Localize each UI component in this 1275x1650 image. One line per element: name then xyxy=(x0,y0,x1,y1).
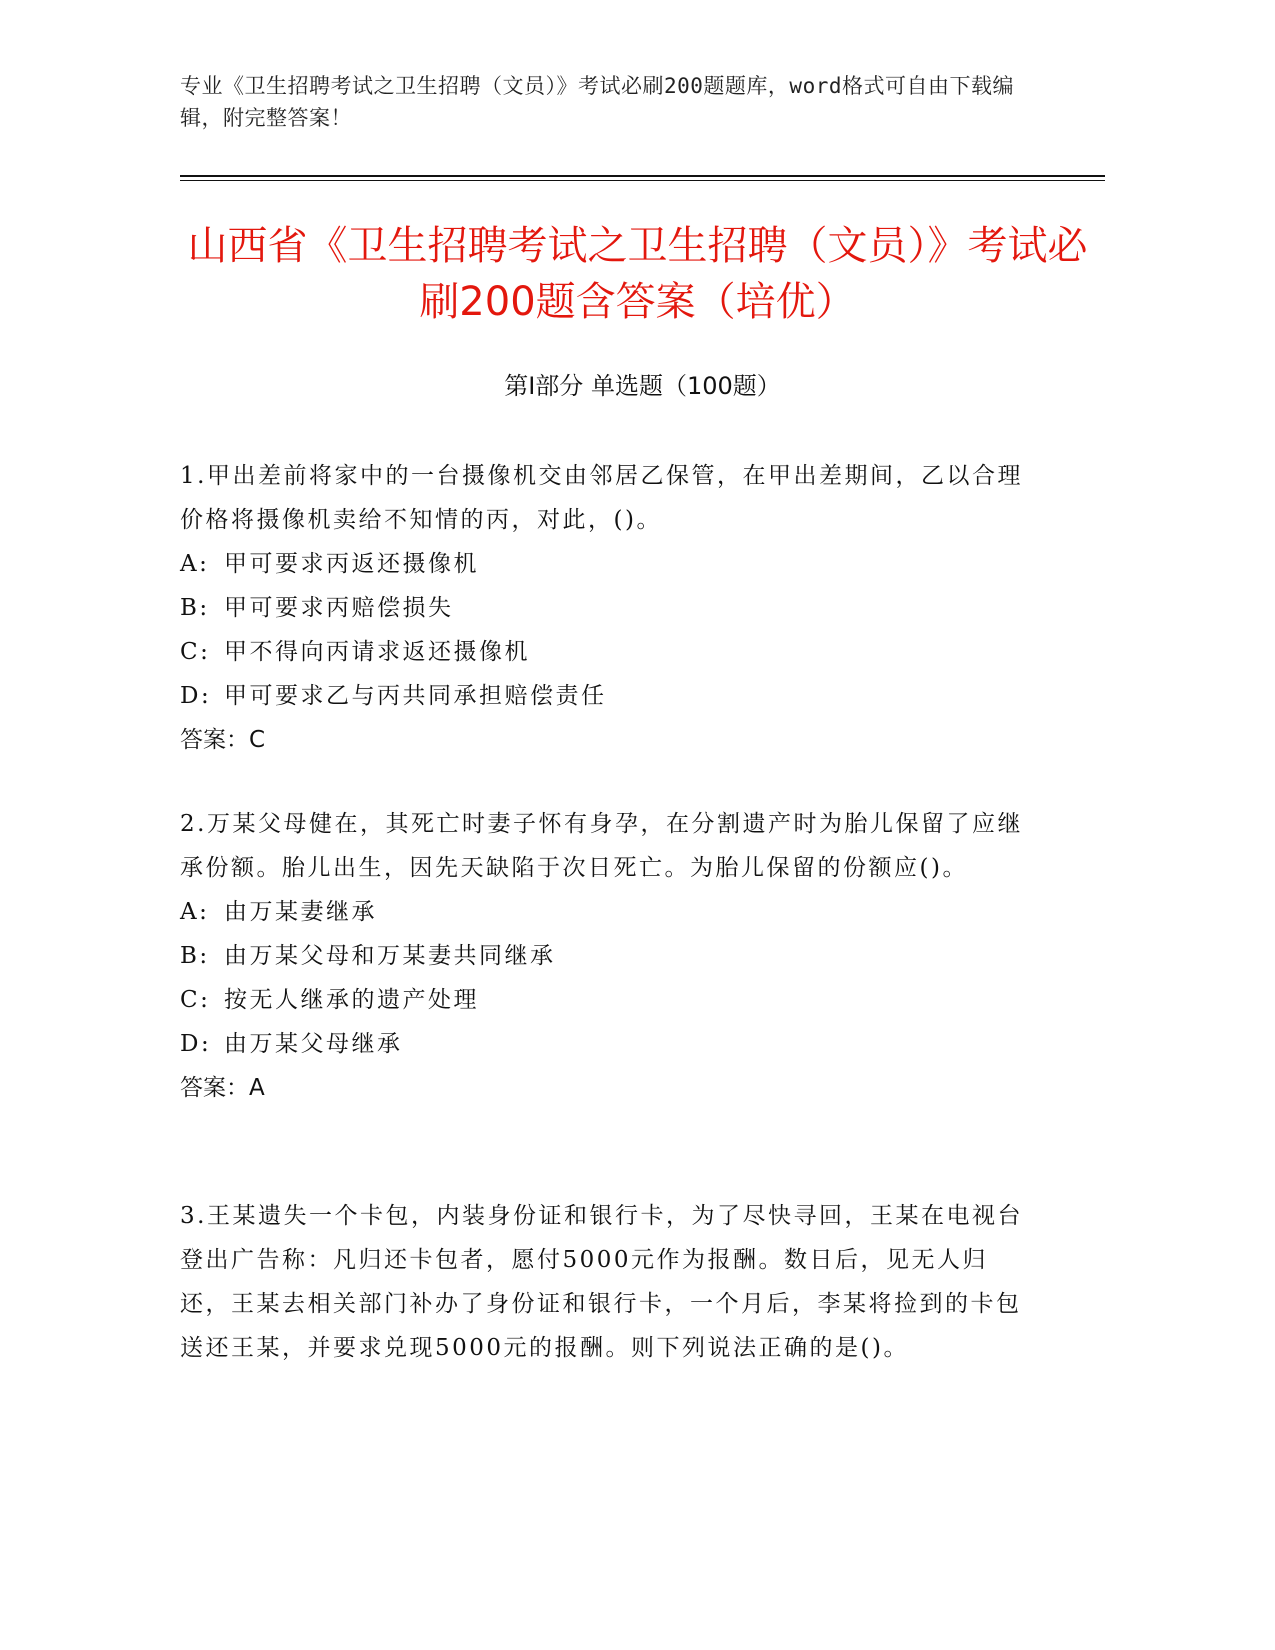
header-divider-thick xyxy=(180,175,1105,177)
option-key: C: xyxy=(180,987,211,1013)
document-title: 山西省《卫生招聘考试之卫生招聘（文员）》考试必刷200题含答案（培优） xyxy=(187,223,1088,325)
question-2 xyxy=(180,802,1030,1110)
option-key: A: xyxy=(180,551,210,577)
option-text: 甲可要求丙赔偿损失 xyxy=(224,595,454,621)
option-key: C: xyxy=(180,639,211,665)
question-stem: 1.甲出差前将家中的一台摄像机交由邻居乙保管，在甲出差期间，乙以合理价格将摄像机卖给不知情的丙，对此，()。 xyxy=(180,463,1023,533)
answer-line: 答案：A xyxy=(180,1075,265,1101)
question-3 xyxy=(180,1194,1030,1370)
option-b xyxy=(180,586,1030,630)
header-divider-thin xyxy=(180,180,1105,181)
option-key: D: xyxy=(180,1031,212,1057)
option-text: 甲不得向丙请求返还摄像机 xyxy=(224,639,530,665)
option-c xyxy=(180,630,1030,674)
option-key: D: xyxy=(180,683,212,709)
question-stem: 3.王某遗失一个卡包，内装身份证和银行卡，为了尽快寻回，王某在电视台登出广告称：凡归还卡包者，愿付5000元作为报酬。数日后，见无人归还，王某去相关部门补办了身份证和银行卡，一个月后，李某将捡到的卡包送还王某，并要求兑现5000元的报酬。则下列说法正确的是()。 xyxy=(180,1203,1023,1361)
option-text: 甲可要求丙返还摄像机 xyxy=(224,551,479,577)
option-d xyxy=(180,1022,1030,1066)
question-1 xyxy=(180,454,1030,762)
option-key: A: xyxy=(180,899,210,925)
option-d xyxy=(180,674,1030,718)
section-heading: 第Ⅰ部分 单选题（100题） xyxy=(504,372,781,400)
option-key: B: xyxy=(180,595,210,621)
option-c xyxy=(180,978,1030,1022)
header-note: 专业《卫生招聘考试之卫生招聘（文员）》考试必刷200题题库，word格式可自由下载编辑，附完整答案！ xyxy=(180,74,1014,130)
answer-line: 答案：C xyxy=(180,727,266,753)
option-text: 由万某父母和万某妻共同继承 xyxy=(224,943,556,969)
option-a xyxy=(180,542,1030,586)
option-text: 由万某父母继承 xyxy=(224,1031,403,1057)
question-stem: 2.万某父母健在，其死亡时妻子怀有身孕，在分割遗产时为胎儿保留了应继承份额。胎儿出生，因先天缺陷于次日死亡。为胎儿保留的份额应()。 xyxy=(180,811,1023,881)
option-text: 按无人继承的遗产处理 xyxy=(224,987,479,1013)
option-b xyxy=(180,934,1030,978)
option-text: 由万某妻继承 xyxy=(224,899,377,925)
option-text: 甲可要求乙与丙共同承担赔偿责任 xyxy=(224,683,607,709)
option-key: B: xyxy=(180,943,210,969)
option-a xyxy=(180,890,1030,934)
